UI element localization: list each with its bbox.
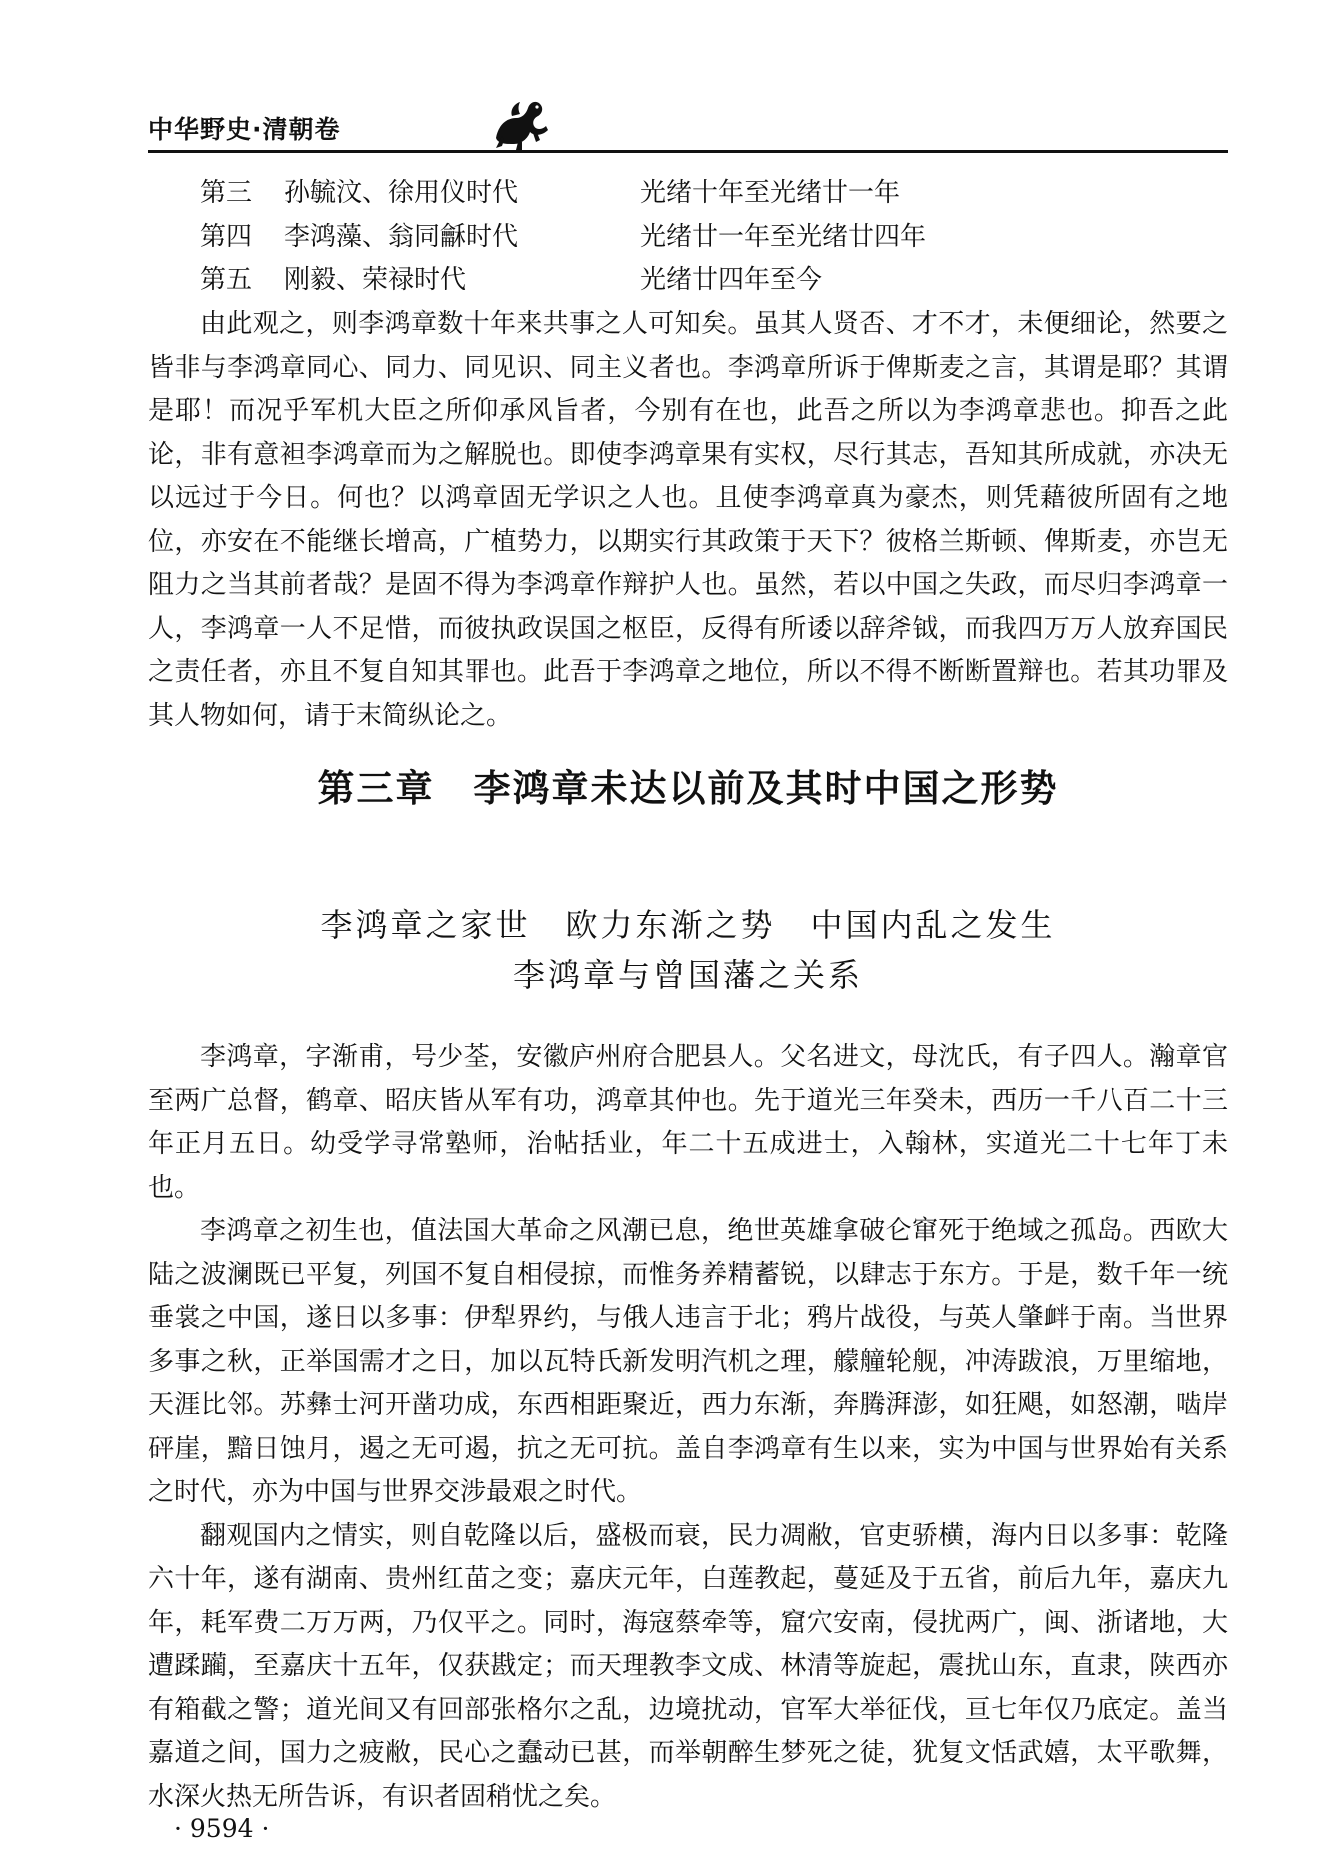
book-title: 中华野史·清朝卷 [148,115,341,144]
page-number: · 9594 · [174,1814,270,1843]
body-section [148,1036,1228,1819]
running-header [148,102,1228,154]
era-period: 光绪廿一年至光绪廿四年 [640,221,927,252]
chapter-subtitle: 李鸿章与曾国藩之关系 [512,956,863,994]
era-row [200,216,1200,260]
dragon-emblem-icon [488,96,550,152]
era-period: 光绪廿四年至今 [640,265,823,295]
era-period: 光绪十年至光绪廿一年 [640,178,901,208]
era-names: 孙毓汶、徐用仪时代 [284,178,519,208]
era-number: 第五 [200,265,253,295]
era-number: 第四 [200,221,253,252]
era-row [200,259,1200,303]
era-number: 第三 [200,178,253,208]
era-row [200,172,1200,216]
era-table [200,172,1200,303]
body-paragraph: 翻观国内之情实，则自乾隆以后，盛极而衰，民力凋敝，官吏骄横，海内日以多事：乾隆六十年，遂有湖南、贵州红苗之变；嘉庆元年，白莲教起，蔓延及于五省，前后九年，嘉庆九年，耗军费二万万两，乃仅平之。同时，海寇蔡牵等，窟穴安南，侵扰两广，闽、浙诸地，大遭蹂躏，至嘉庆十五年，仅获戡定；而天理教李文成、林清等旋起，震扰山东，直隶，陕西亦有箱截之警；道光间又有回部张格尔之乱，边境扰动，官军大举征伐，亘七年仅乃底定。盖当嘉道之间，国力之疲敝，民心之蠢动已甚，而举朝醉生梦死之徒，犹复文恬武嬉，太平歌舞，水深火热无所告诉，有识者固稍忧之矣。 [148,1520,1228,1812]
chapter-subtitle: 李鸿章之家世 欧力东渐之势 中国内乱之发生 [320,906,1056,944]
header-rule [148,150,1228,153]
body-paragraph: 李鸿章之初生也，值法国大革命之风潮已息，绝世英雄拿破仑窜死于绝域之孤岛。西欧大陆之波澜既已平复，列国不复自相侵掠，而惟务养精蓄锐，以肆志于东方。于是，数千年一统垂裳之中国，遂日以多事：伊犁界约，与俄人违言于北；鸦片战役，与英人肇衅于南。当世界多事之秋，正举国需才之日，加以瓦特氏新发明汽机之理，艨艟轮舰，冲涛跋浪，万里缩地，天涯比邻。苏彝士河开凿功成，东西相距聚近，西力东渐，奔腾湃澎，如狂飓，如怒潮，啮岸砰崖，黯日蚀月，遏之无可遏，抗之无可抗。盖自李鸿章有生以来，实为中国与世界始有关系之时代，亦为中国与世界交涉最艰之时代。 [148,1216,1228,1507]
chapter-title: 第三章 李鸿章未达以前及其时中国之形势 [317,767,1059,810]
body-paragraph: 李鸿章，字渐甫，号少荃，安徽庐州府合肥县人。父名进文，母沈氏，有子四人。瀚章官至两广总督，鹤章、昭庆皆从军有功，鸿章其仲也。先于道光三年癸未，西历一千八百二十三年正月五日。幼受学寻常塾师，治帖括业，年二十五成进士，入翰林，实道光二十七年丁未也。 [148,1042,1228,1203]
era-names: 刚毅、荣禄时代 [284,265,467,295]
intro-section [148,303,1228,738]
era-names: 李鸿藻、翁同龢时代 [284,221,519,252]
intro-paragraph: 由此观之，则李鸿章数十年来共事之人可知矣。虽其人贤否、才不才，未便细论，然要之皆非与李鸿章同心、同力、同见识、同主义者也。李鸿章所诉于俾斯麦之言，其谓是耶？其谓是耶！而况乎军机大臣之所仰承风旨者，今别有在也，此吾之所以为李鸿章悲也。抑吾之此论，非有意袒李鸿章而为之解脱也。即使李鸿章果有实权，尽行其志，吾知其所成就，亦决无以远过于今日。何也？以鸿章固无学识之人也。且使李鸿章真为豪杰，则凭藉彼所固有之地位，亦安在不能继长增高，广植势力，以期实行其政策于天下？彼格兰斯顿、俾斯麦，亦岂无阻力之当其前者哉？是固不得为李鸿章作辩护人也。虽然，若以中国之失政，而尽归李鸿章一人，李鸿章一人不足惜，而彼执政误国之枢臣，反得有所诿以辞斧钺，而我四万万人放弃国民之责任者，亦且不复自知其罪也。此吾于李鸿章之地位，所以不得不断断置辩也。若其功罪及其人物如何，请于末简纵论之。 [148,309,1228,731]
